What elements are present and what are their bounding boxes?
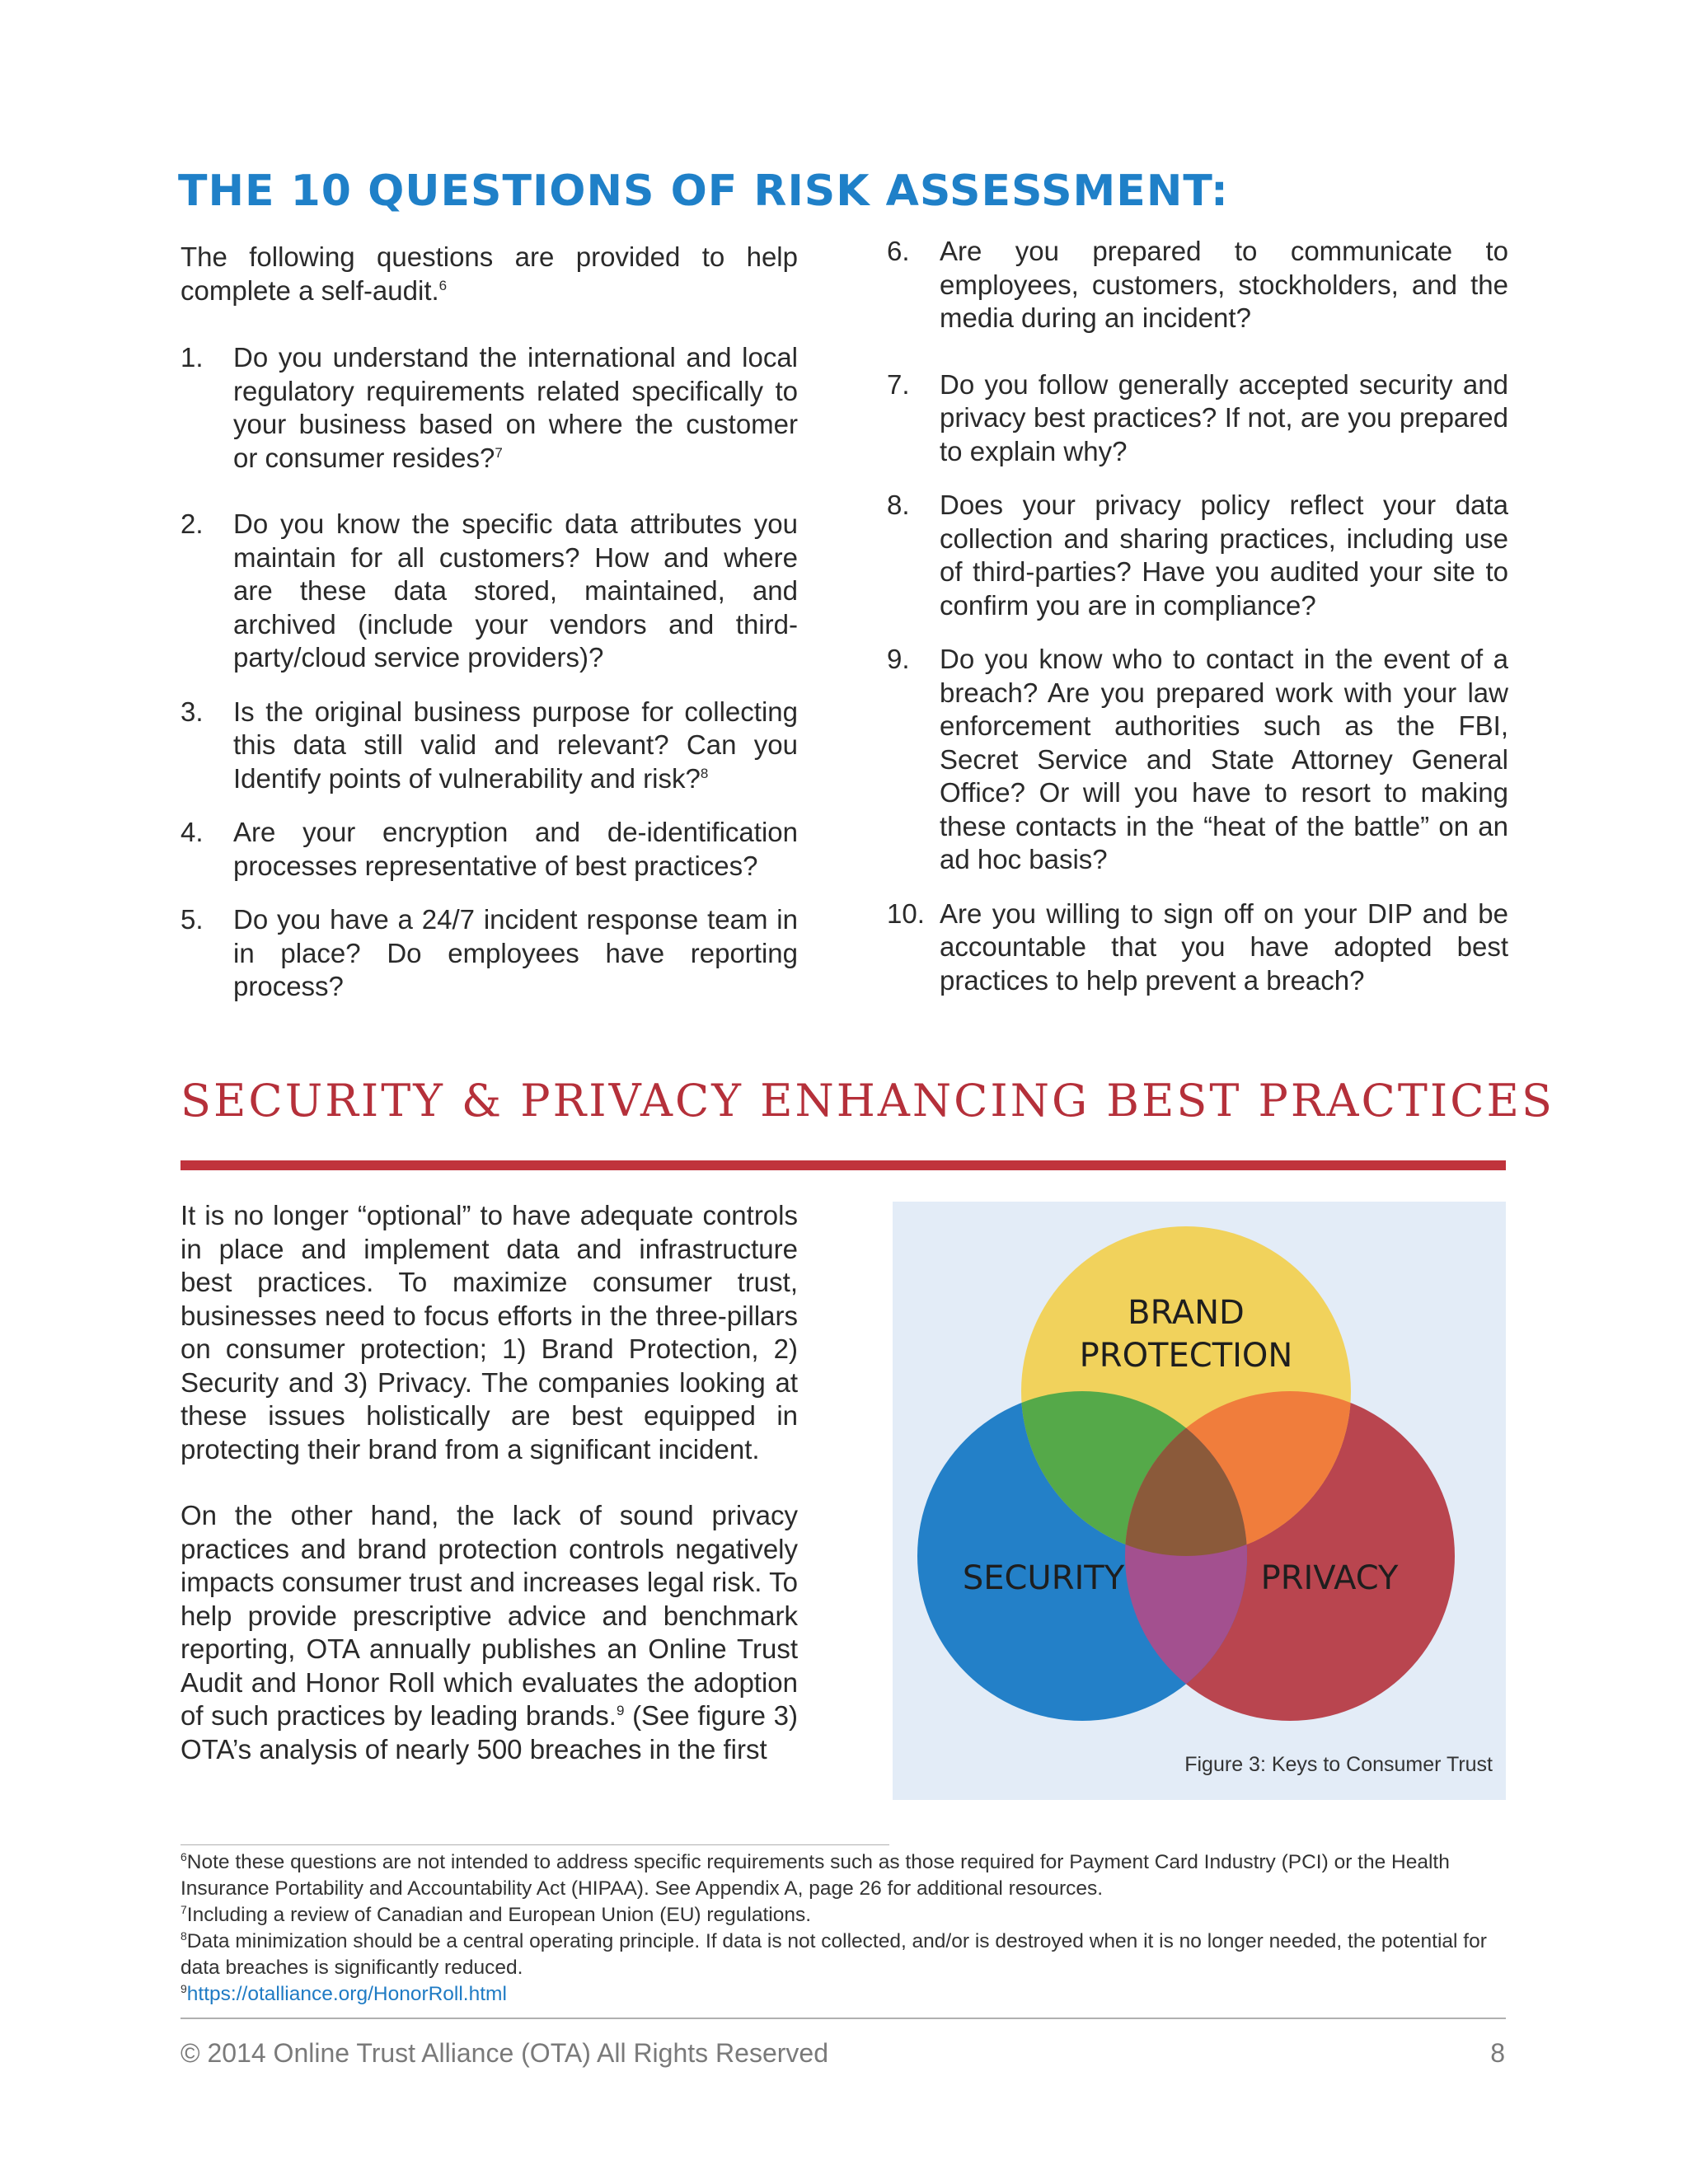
security-label: SECURITY: [962, 1559, 1125, 1597]
question-number: 7.: [887, 368, 910, 400]
question-number: 8.: [887, 490, 910, 520]
question-text: Does your privacy policy reflect your data collection and sharing practices, including use of third-parties? Have you audited your site to confirm you are in compliance?: [940, 490, 1508, 621]
question-number: 9.: [887, 644, 910, 674]
question-text: Do you understand the international and local regulatory requirements related specifically to your business based on where the customer or consumer resides?$^7$: [233, 342, 798, 473]
venn-diagram: [893, 1202, 1506, 1800]
paragraph: It is no longer “optional” to have adequate controls in place and implement data and infrastructure best practices. To maximize consumer trust, businesses need to focus efforts in the three-pillars on consumer protection; 1) Brand Protection, 2) Security and 3) Privacy. The companies looking at these issues holistically are best equipped in protecting their brand from a significant incident.: [181, 1200, 798, 1465]
footnote: $^9$https://otalliance.org/HonorRoll.html: [181, 1981, 507, 2005]
question-text: Are you prepared to communicate to employees, customers, stockholders, and the media during an incident?: [940, 236, 1508, 333]
footnote: $^7$Including a review of Canadian and European Union (EU) regulations.: [181, 1902, 812, 1926]
question-number: 4.: [181, 817, 204, 847]
question-item: [887, 235, 1508, 335]
question-text: Do you have a 24/7 incident response team in in place? Do employees have reporting process?: [233, 904, 798, 1001]
question-text: Do you follow generally accepted security and privacy best practices? If not, are you prepared to explain why?: [940, 368, 1508, 466]
question-item: [887, 643, 1508, 877]
footer-divider: [181, 2018, 1506, 2019]
brand-label-line2: PROTECTION: [1079, 1337, 1293, 1375]
question-item: [181, 816, 798, 883]
question-text: Is the original business purpose for collecting this data still valid and relevant? Can you Identify points of vulnerability and risk?$^8$: [233, 696, 798, 794]
question-text: Do you know the specific data attributes you maintain for all customers? How and where are these data stored, maintained, and archived (include your vendors and third-party/cloud service providers)?: [233, 509, 798, 673]
footnote-ref[interactable]: 6: [438, 277, 448, 293]
question-item: [887, 898, 1508, 998]
footnote-ref[interactable]: 9: [616, 1703, 625, 1718]
page-title: THE 10 QUESTIONS OF RISK ASSESSMENT:: [178, 166, 1229, 216]
question-item: [181, 903, 798, 1004]
section-divider: [181, 1160, 1506, 1170]
footnote: $^6$Note these questions are not intended to address specific requirements such as those required for Payment Card Industry (PCI) or the Health Insurance Portability and Accountability Act (HIPAA). See Appendix A, page 26 for additional resources.: [181, 1849, 1450, 1900]
brand-label-line1: BRAND: [1128, 1294, 1245, 1332]
question-item: [887, 368, 1508, 469]
questions-left-column: [181, 241, 798, 1004]
footnotes: [181, 1849, 1506, 2008]
question-text: Are your encryption and de-identification processes representative of best practices?: [233, 817, 798, 881]
intro-text: The following questions are provided to help complete a self-audit.$^6$: [181, 241, 798, 306]
honor-roll-link[interactable]: https://otalliance.org/HonorRoll.html: [186, 1983, 507, 2005]
page-number: 8: [1490, 2038, 1505, 2068]
footnote-ref[interactable]: 8: [700, 765, 709, 781]
question-number: 5.: [181, 904, 204, 935]
section-heading: SECURITY & PRIVACY ENHANCING BEST PRACTICES: [181, 1075, 1554, 1127]
footnote-ref[interactable]: 7: [495, 444, 503, 461]
question-item: [181, 696, 798, 796]
question-item: [887, 489, 1508, 622]
question-item: [181, 341, 798, 475]
figure-caption: Figure 3: Keys to Consumer Trust: [1184, 1753, 1493, 1776]
privacy-label: PRIVACY: [1260, 1559, 1399, 1597]
footnote-divider: [181, 1844, 889, 1845]
question-number: 10.: [887, 898, 925, 929]
venn-figure: [893, 1202, 1506, 1800]
question-number: 3.: [181, 696, 204, 727]
question-text: Do you know who to contact in the event of a breach? Are you prepared work with your law enforcement authorities such as the FBI, Secret Service and State Attorney General Office? Or will you have to resort to making these contacts in the “heat of the battle” on an ad hoc basis?: [940, 644, 1508, 874]
question-number: 6.: [887, 236, 910, 266]
question-item: [181, 508, 798, 675]
question-text: Are you willing to sign off on your DIP and be accountable that you have adopted best practices to help prevent a breach?: [940, 898, 1508, 996]
paragraph: On the other hand, the lack of sound privacy practices and brand protection controls negatively impacts consumer trust and increases legal risk. To help provide prescriptive advice and benchmark reporting, OTA annually publishes an Online Trust Audit and Honor Roll which evaluates the adoption of such practices by leading brands.$^9$ (See figure 3) OTA’s analysis of nearly 500 breaches in the first: [181, 1500, 798, 1765]
footnote: $^8$Data minimization should be a central operating principle. If data is not collected, and/or is destroyed when it is no longer needed, the potential for data breaches is significantly reduced.: [181, 1929, 1487, 1979]
best-practices-text: [181, 1199, 798, 1766]
question-number: 2.: [181, 509, 204, 539]
questions-right-column: [887, 235, 1508, 997]
question-number: 1.: [181, 342, 204, 373]
copyright: © 2014 Online Trust Alliance (OTA) All Rights Reserved: [181, 2038, 828, 2068]
